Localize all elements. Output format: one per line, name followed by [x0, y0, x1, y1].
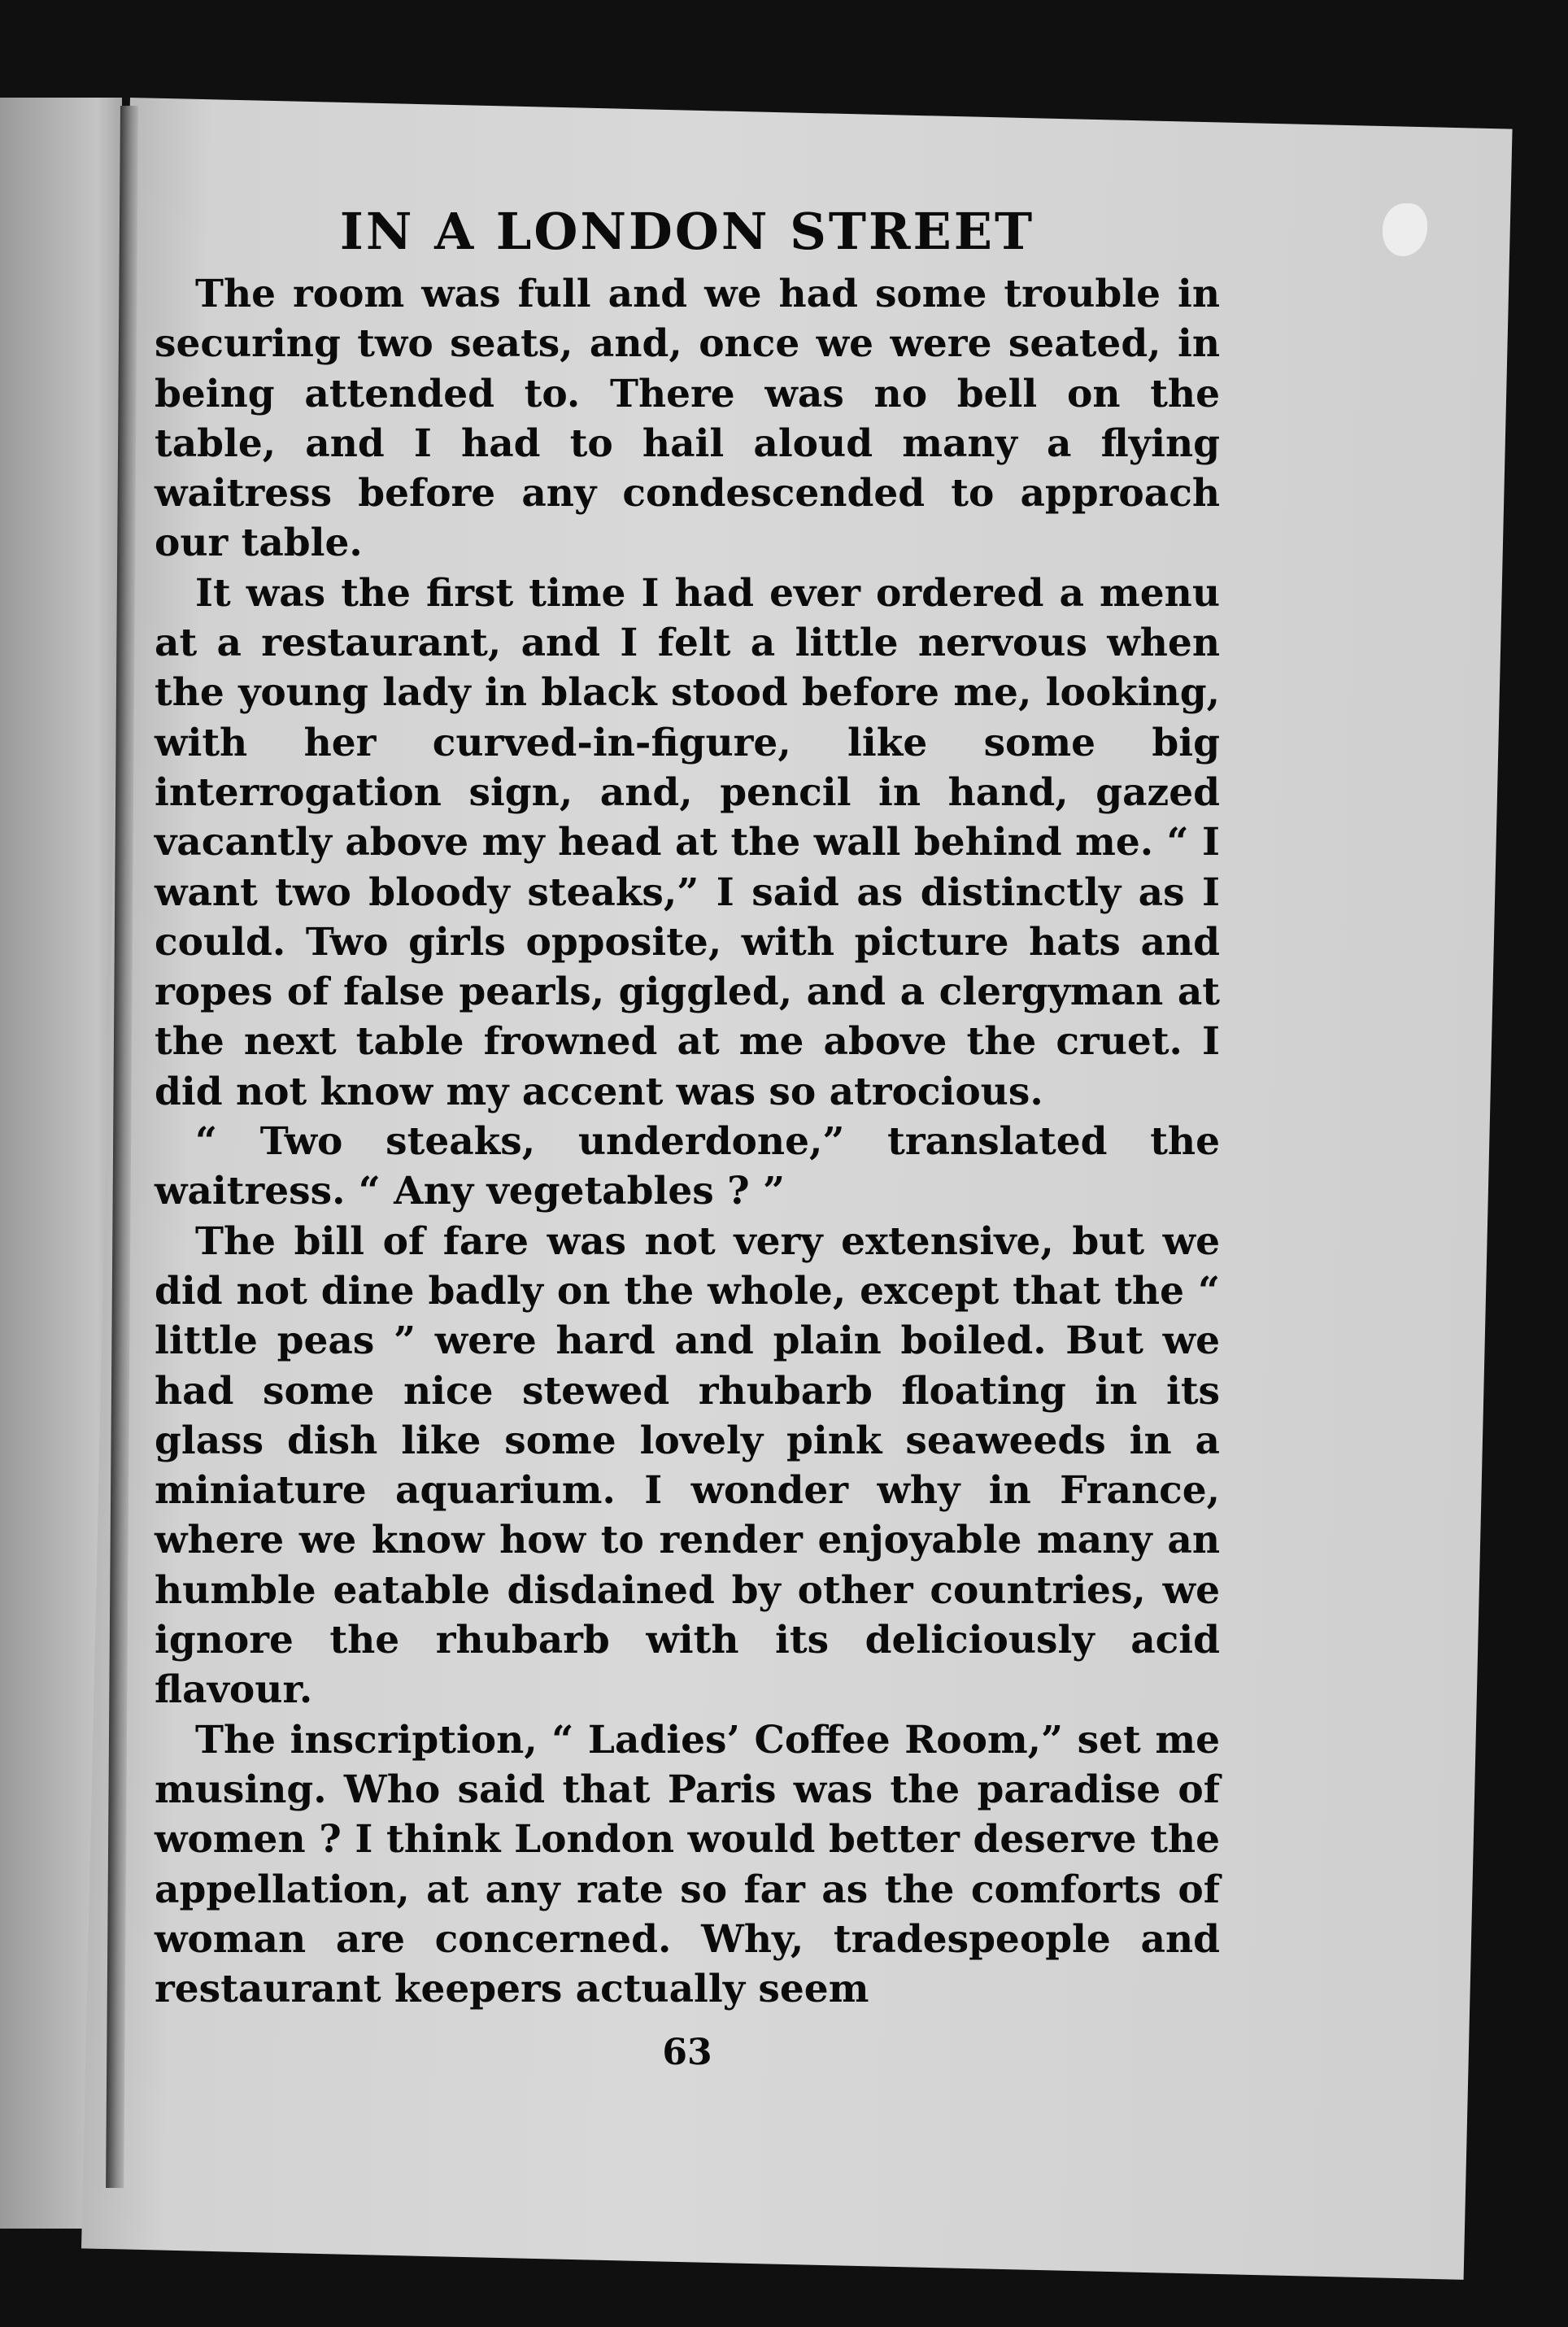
paragraph-2: It was the first time I had ever ordered a menu at a restaurant, and I felt a little nervous when the young lady in black stood before me, looking, with her curved-in-figure, like some big interrogation sign, and, pencil in hand, gazed vacantly above my head at the wall behind me. “ I want two bloody steaks,” I said as distinctly as I could. Two girls opposite, with picture hats and ropes of false pearls, giggled, and a clergyman at the next table frowned at me above the cruet. I did not know my accent was so atrocious.	[155, 570, 1220, 1114]
page-content	[155, 199, 1220, 2077]
paragraph-1: The room was full and we had some trouble in securing two seats, and, once we were seated, in being attended to. There was no bell on the table, and I had to hail aloud many a flying waitress before any condescended to approach our table.	[155, 272, 1220, 566]
running-head: IN A LONDON STREET	[339, 202, 1035, 261]
paragraph-5: The inscription, “ Ladies’ Coffee Room,” set me musing. Who said that Paris was the paradise of women ? I think London would better deserve the appellation, at any rate so far as the comforts of woman are concerned. Why, tradespeople and restaurant keepers actually seem	[155, 1717, 1220, 2012]
paragraph-3: “ Two steaks, underdone,” translated the waitress. “ Any vegetables ? ”	[155, 1119, 1220, 1214]
page-number: 63	[662, 2032, 712, 2074]
paragraph-4: The bill of fare was not very extensive, but we did not dine badly on the whole, except that the “ little peas ” were hard and plain boiled. But we had some nice stewed rhubarb floating in its glass dish like some lovely pink seaweeds in a miniature aquarium. I wonder why in France, where we know how to render enjoyable many an humble eatable disdained by other countries, we ignore the rhubarb with its deliciously acid flavour.	[155, 1218, 1220, 1713]
